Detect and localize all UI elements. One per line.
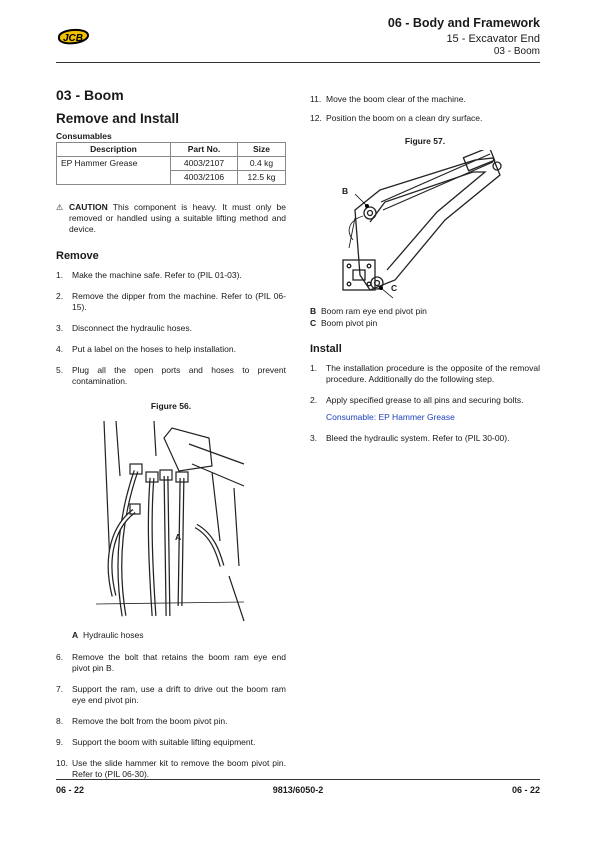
remove-heading: Remove xyxy=(56,250,99,262)
step-text: Bleed the hydraulic system. Refer to (PIL 30-00). xyxy=(326,433,510,443)
table-header: Size xyxy=(238,143,286,157)
step-text: Position the boom on a clean dry surface. xyxy=(326,113,483,123)
caution-label: CAUTION xyxy=(69,202,108,212)
header-subsection: 03 - Boom xyxy=(493,46,540,57)
table-row xyxy=(57,157,286,171)
consumables-table xyxy=(56,142,286,185)
step-number: 6. xyxy=(56,652,64,662)
table-header-row xyxy=(57,143,286,157)
caution-text: This component is heavy. It must only be removed or handled using a suitable lifting method and device. xyxy=(69,202,286,234)
figure-57-boom-image xyxy=(325,150,525,300)
footer-doc-number: 9813/6050-2 xyxy=(272,785,324,795)
step-number: 1. xyxy=(56,270,64,280)
step-number: 2. xyxy=(56,291,64,301)
list-item xyxy=(310,94,540,105)
table-cell: 0.4 kg xyxy=(238,157,286,171)
step-text: Remove the dipper from the machine. Refer to (PIL 06-15). xyxy=(72,291,286,312)
step-text: Disconnect the hydraulic hoses. xyxy=(72,323,193,333)
step-number: 12. xyxy=(310,113,322,123)
right-column xyxy=(310,94,540,454)
figure-56-title: Figure 56. xyxy=(150,401,192,411)
key-text: Hydraulic hoses xyxy=(83,630,144,640)
list-item xyxy=(56,758,286,780)
step-number: 5. xyxy=(56,365,64,375)
step-number: 7. xyxy=(56,684,64,694)
step-number: 11. xyxy=(310,94,322,104)
step-number: 1. xyxy=(310,363,318,373)
step-text: Make the machine safe. Refer to (PIL 01-03). xyxy=(72,270,242,280)
header-chapter: 06 - Body and Framework xyxy=(387,16,540,30)
remove-steps-list-final xyxy=(310,94,540,124)
caution-notice xyxy=(56,202,286,235)
table-cell: 4003/2107 xyxy=(171,157,238,171)
figure-56-callout-a: A xyxy=(175,532,182,542)
key-text: Boom ram eye end pivot pin xyxy=(321,306,427,316)
figure-57-key-c xyxy=(310,318,540,329)
table-cell: EP Hammer Grease xyxy=(57,157,171,171)
step-number: 3. xyxy=(56,323,64,333)
table-row xyxy=(57,171,286,185)
footer-page-right: 06 - 22 xyxy=(511,785,540,795)
left-column xyxy=(56,87,286,790)
figure-57-callout-c: C xyxy=(391,283,398,293)
list-item xyxy=(56,323,286,334)
figure-56-key xyxy=(56,630,286,641)
remove-steps-list-continued xyxy=(56,652,286,780)
list-item xyxy=(310,363,540,385)
list-item xyxy=(310,395,540,423)
key-letter: A xyxy=(72,630,79,640)
step-number: 4. xyxy=(56,344,64,354)
key-text: Boom pivot pin xyxy=(321,318,378,328)
page-subtitle: Remove and Install xyxy=(56,111,180,126)
table-cell: 4003/2106 xyxy=(171,171,238,185)
table-header: Part No. xyxy=(171,143,238,157)
step-text: Remove the bolt that retains the boom ram eye end pivot pin B. xyxy=(72,652,286,673)
header-rule xyxy=(56,62,540,63)
list-item xyxy=(56,737,286,748)
step-text: The installation procedure is the opposite of the removal procedure. Additionally do the following step. xyxy=(326,363,540,384)
list-item xyxy=(56,344,286,355)
figure-57-key-b xyxy=(310,306,540,317)
consumables-label: Consumables xyxy=(56,131,112,141)
step-text: Support the ram, use a drift to drive out the boom ram eye end pivot pin. xyxy=(72,684,286,705)
step-text: Use the slide hammer kit to remove the boom pivot pin. Refer to (PIL 06-30). xyxy=(72,758,286,779)
jcb-logo xyxy=(56,26,90,48)
install-steps-list xyxy=(310,363,540,444)
table-header: Description xyxy=(57,143,171,157)
list-item xyxy=(310,113,540,124)
key-letter: C xyxy=(310,318,317,328)
table-cell xyxy=(57,171,171,185)
list-item xyxy=(56,716,286,727)
list-item xyxy=(310,433,540,444)
figure-57-callout-b: B xyxy=(342,186,349,196)
step-text: Support the boom with suitable lifting equipment. xyxy=(72,737,256,747)
list-item xyxy=(56,365,286,387)
step-text: Put a label on the hoses to help installation. xyxy=(72,344,236,354)
header-section: 15 - Excavator End xyxy=(446,33,540,45)
jcb-logo-text: JCB xyxy=(62,33,84,44)
table-cell: 12.5 kg xyxy=(238,171,286,185)
list-item xyxy=(56,684,286,706)
remove-steps-list xyxy=(56,270,286,387)
step-number: 9. xyxy=(56,737,64,747)
step-text: Remove the bolt from the boom pivot pin. xyxy=(72,716,228,726)
list-item xyxy=(56,291,286,313)
page-title: 03 - Boom xyxy=(56,87,124,103)
consumable-link[interactable]: Consumable: EP Hammer Grease xyxy=(326,412,455,422)
step-text: Plug all the open ports and hoses to prevent contamination. xyxy=(72,365,286,386)
footer-rule xyxy=(56,779,540,780)
figure-56-hydraulic-hoses-image xyxy=(94,416,249,624)
step-text: Apply specified grease to all pins and securing bolts. xyxy=(326,395,524,405)
step-number: 8. xyxy=(56,716,64,726)
step-number: 2. xyxy=(310,395,318,405)
key-letter: B xyxy=(310,306,317,316)
step-number: 3. xyxy=(310,433,318,443)
list-item xyxy=(56,270,286,281)
warning-icon: ⚠ xyxy=(56,203,64,212)
footer-page-left: 06 - 22 xyxy=(56,785,85,795)
step-text: Move the boom clear of the machine. xyxy=(326,94,466,104)
step-number: 10. xyxy=(56,758,68,768)
figure-57-title: Figure 57. xyxy=(404,136,446,146)
list-item xyxy=(56,652,286,674)
install-heading: Install xyxy=(310,343,342,355)
